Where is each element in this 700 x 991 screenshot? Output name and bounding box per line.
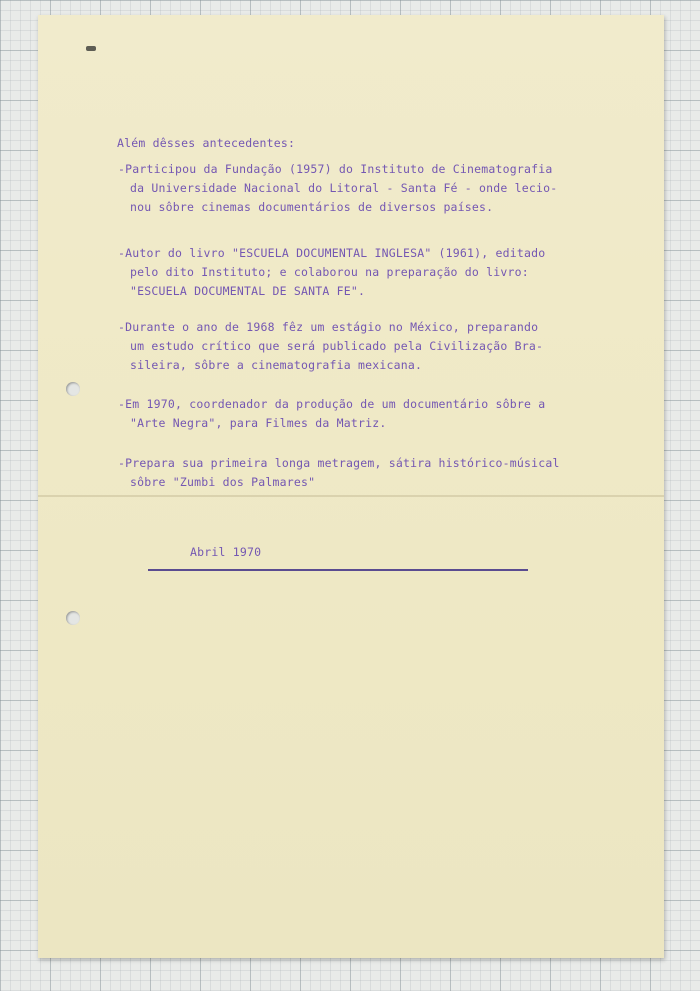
item-line: -Autor do livro "ESCUELA DOCUMENTAL INGLESA" (1961), editado	[118, 246, 546, 260]
item-line: -Participou da Fundação (1957) do Instituto de Cinematografia	[118, 162, 553, 176]
punch-hole	[66, 382, 80, 396]
item-line: "ESCUELA DOCUMENTAL DE SANTA FE".	[130, 284, 366, 298]
list-item	[118, 318, 543, 375]
list-item	[118, 244, 545, 301]
item-line: sileira, sôbre a cinematografia mexicana.	[130, 358, 423, 372]
item-line: nou sôbre cinemas documentários de diversos países.	[130, 200, 494, 214]
item-line: -Em 1970, coordenador da produção de um documentário sôbre a	[118, 397, 546, 411]
item-line: -Durante o ano de 1968 fêz um estágio no México, preparando	[118, 320, 539, 334]
item-line: pelo dito Instituto; e colaborou na preparação do livro:	[130, 265, 529, 279]
punch-hole	[66, 611, 80, 625]
document-date: Abril 1970	[190, 545, 262, 559]
item-line: "Arte Negra", para Filmes da Matriz.	[130, 416, 387, 430]
list-item	[118, 395, 545, 433]
item-line: da Universidade Nacional do Litoral - Santa Fé - onde lecio-	[130, 181, 558, 195]
intro-text: Além dêsses antecedentes:	[117, 136, 296, 150]
item-line: sôbre "Zumbi dos Palmares"	[130, 475, 316, 489]
item-line: -Prepara sua primeira longa metragem, sátira histórico-músical	[118, 456, 560, 470]
paper-sheet	[38, 15, 664, 958]
item-line: um estudo crítico que será publicado pela Civilização Bra-	[130, 339, 544, 353]
list-item	[118, 160, 557, 217]
list-item	[118, 454, 560, 492]
fold-line	[38, 495, 664, 497]
staple-mark	[86, 46, 96, 51]
signature-line	[148, 569, 528, 571]
